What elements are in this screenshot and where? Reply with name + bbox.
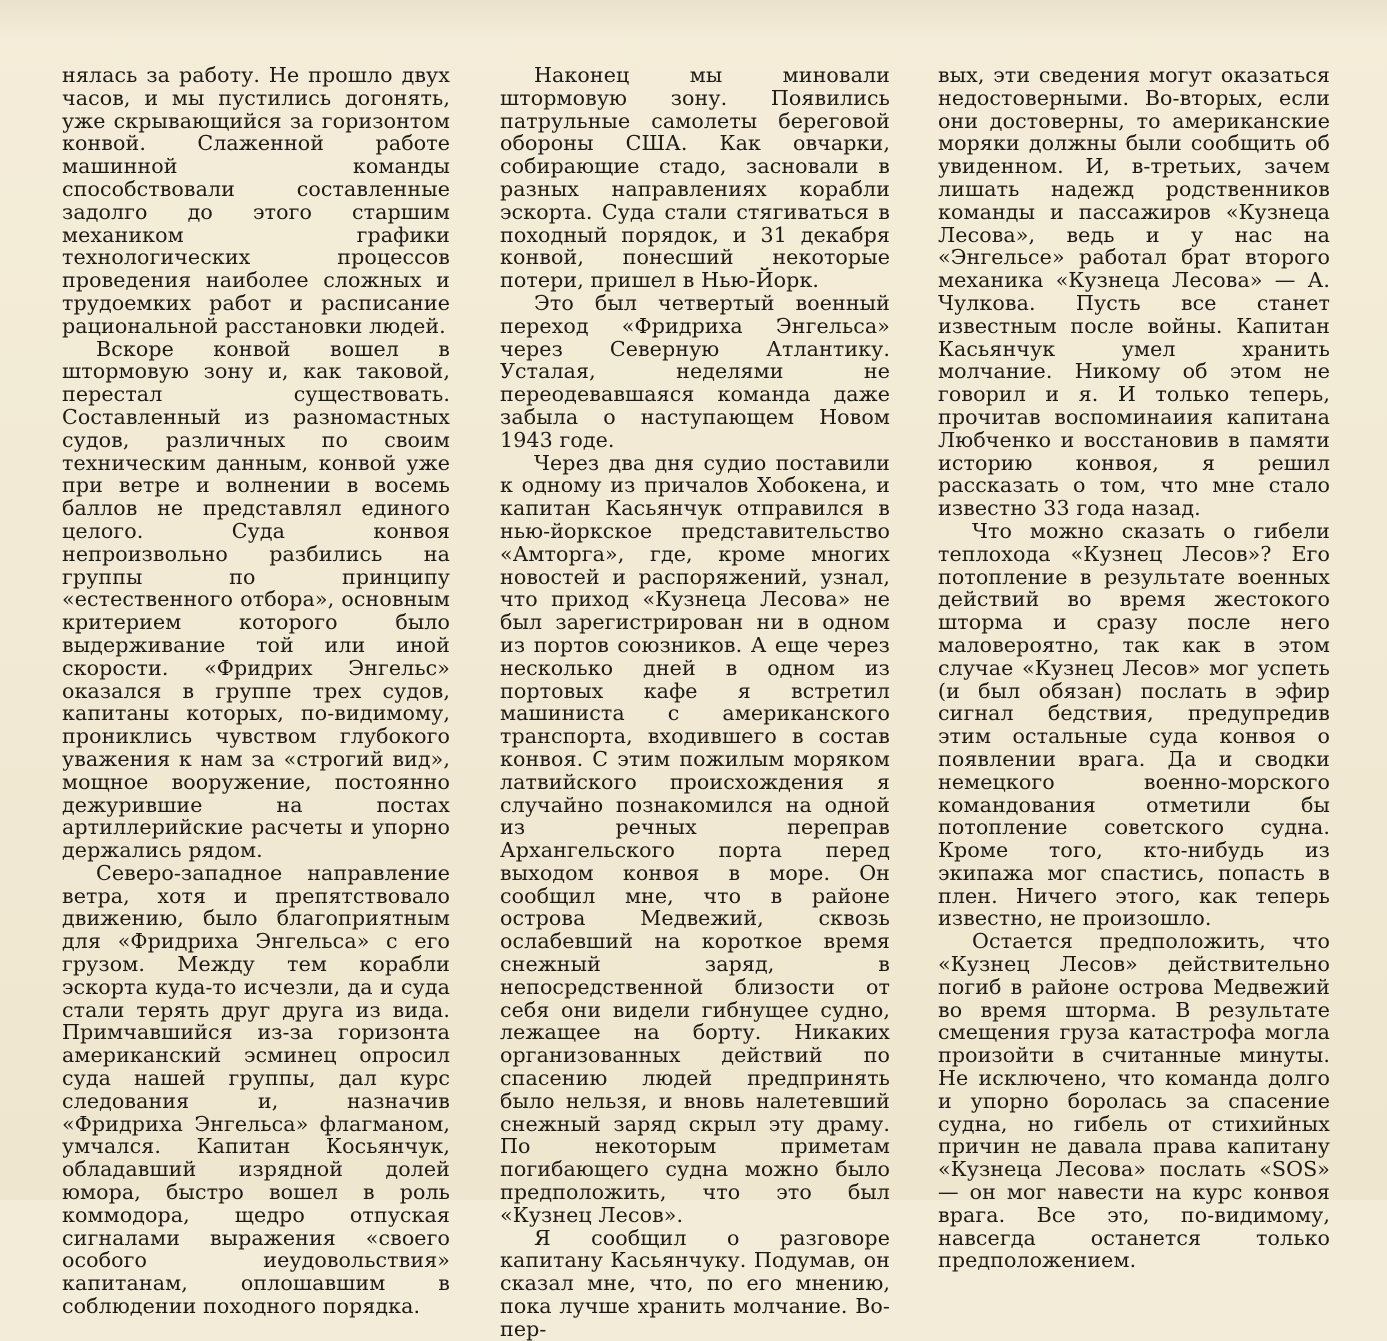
paragraph: Это был четвертый военный переход «Фридриха Энгельса» через Северную Атлантику. Усталая, неделями не переодевавшаяся команда даже забыла о наступающем Новом 1943 годе. — [500, 290, 890, 452]
paragraph: Я сообщил о разговоре капитану Касьянчуку. Подумав, он сказал мне, что, по его мнению, пока лучше хранить молчание. Во-пер- — [500, 1225, 890, 1341]
paragraph: вых, эти сведения могут оказаться недостоверными. Во-вторых, если они достоверны, то американские моряки должны были сообщить об увиденном. И, в-третьих, зачем лишать надежд родственников команды и пассажиров «Кузнеца Лесова», ведь и у нас на «Энгельсе» работал брат второго механика «Кузнеца Лесова» — А. Чулкова. Пусть все станет известным после войны. Капитан Касьянчук умел хранить молчание. Никому об этом не говорил и я. И только теперь, прочитав воспоминаиия капитана Любченко и восстановив в памяти историю конвоя, я решил рассказать о том, что мне стало известно 33 года назад. — [938, 63, 1330, 521]
text-column-3 — [938, 64, 1330, 1272]
paragraph: Наконец мы миновали штормовую зону. Появились патрульные самолеты береговой обороны США. Как овчарки, собирающие стадо, засновали в разных направлениях корабли эскорта. Суда стали стягиваться в походный порядок, и 31 декабря конвой, понесший некоторые потери, пришел в Нью-Йорк. — [500, 63, 890, 293]
text-column-1 — [62, 64, 450, 1318]
paragraph: Через два дня судио поставили к одному из причалов Хобокена, и капитан Касьянчук отправился в нью-йоркское представительство «Амторга», где, кроме многих новостей и распоряжений, узнал, что приход «Кузнеца Лесова» не был зарегистрирован ни в одном из портов союзников. А еще через несколько дней в одном из портовых кафе я встретил машиниста с американского транспорта, входившего в состав конвоя. С этим пожилым моряком латвийского происхождения я случайно познакомился на одной из речных переправ Архангельского порта перед выходом конвоя в море. Он сообщил мне, что в районе острова Медвежий, сквозь ослабевший на короткое время снежный заряд, в непосредственной близости от себя они видели гибнущее судно, лежащее на борту. Никаких организованных действий по спасению людей предпринять было нельзя, и вновь налетевший снежный заряд скрыл эту драму. По некоторым приметам погибающего судна можно было предположить, что это был «Кузнец Лесов». — [500, 450, 890, 1227]
text-column-2 — [500, 64, 890, 1341]
paragraph: Остается предположить, что «Кузнец Лесов» действительно погиб в районе острова Медвежий во время шторма. В результате смещения груза катастрофа могла произойти в считанные минуты. Не исключено, что команда долго и упорно боролась за спасение судна, но гибель от стихийных причин не давала права капитану «Кузнеца Лесова» послать «SOS» — он мог навести на курс конвоя врага. Все это, по-видимому, навсегда останется только предположением. — [938, 929, 1330, 1273]
paragraph: Что можно сказать о гибели теплохода «Кузнец Лесов»? Его потопление в результате военных действий во время жестокого шторма и сразу после него маловероятно, так как в этом случае «Кузнец Лесов» мог успеть (и был обязан) послать в эфир сигнал бедствия, предупредив этим остальные суда конвоя о появлении врага. Да и сводки немецкого военно-морского командования отметили бы потопление советского судна. Кроме того, кто-нибудь из экипажа мог спастись, попасть в плен. Ничего этого, как теперь известно, не произошло. — [938, 518, 1330, 931]
paragraph: нялась за работу. Не прошло двух часов, и мы пустились догонять, уже скрывающийся за горизонтом конвой. Слаженной работе машинной команды способствовали составленные задолго до этого старшим механиком графики технологических процессов проведения наиболее сложных и трудоемких работ и расписание рациональной расстановки людей. — [62, 63, 450, 338]
paragraph: Северо-западное направление ветра, хотя и препятствовало движению, было благоприятным для «Фридриха Энгельса» с его грузом. Между тем корабли эскорта куда-то исчезли, да и суда стали терять друг друга из вида. Примчавшийся из-за горизонта американский эсминец опросил суда нашей группы, дал курс следования и, назначив «Фридриха Энгельса» флагманом, умчался. Капитан Косьянчук, обладавший изрядной долей юмора, быстро вошел в роль коммодора, щедро отпуская сигналами выражения «своего особого иеудовольствия» капитанам, оплошавшим в соблюдении походного порядка. — [62, 860, 450, 1319]
paragraph: Вскоре конвой вошел в штормовую зону и, как таковой, перестал существовать. Составленный из разномастных судов, различных по своим техническим данным, конвой уже при ветре и волнении в восемь баллов не представлял единого целого. Суда конвоя непроизвольно разбились на группы по принципу «естественного отбора», основным критерием которого было выдерживание той или иной скорости. «Фридрих Энгельс» оказался в группе трех судов, капитаны которых, по-видимому, прониклись чувством глубокого уважения к нам за «строгий вид», мощное вооружение, постоянно дежурившие на постах артиллерийские расчеты и упорно держались рядом. — [62, 336, 450, 863]
